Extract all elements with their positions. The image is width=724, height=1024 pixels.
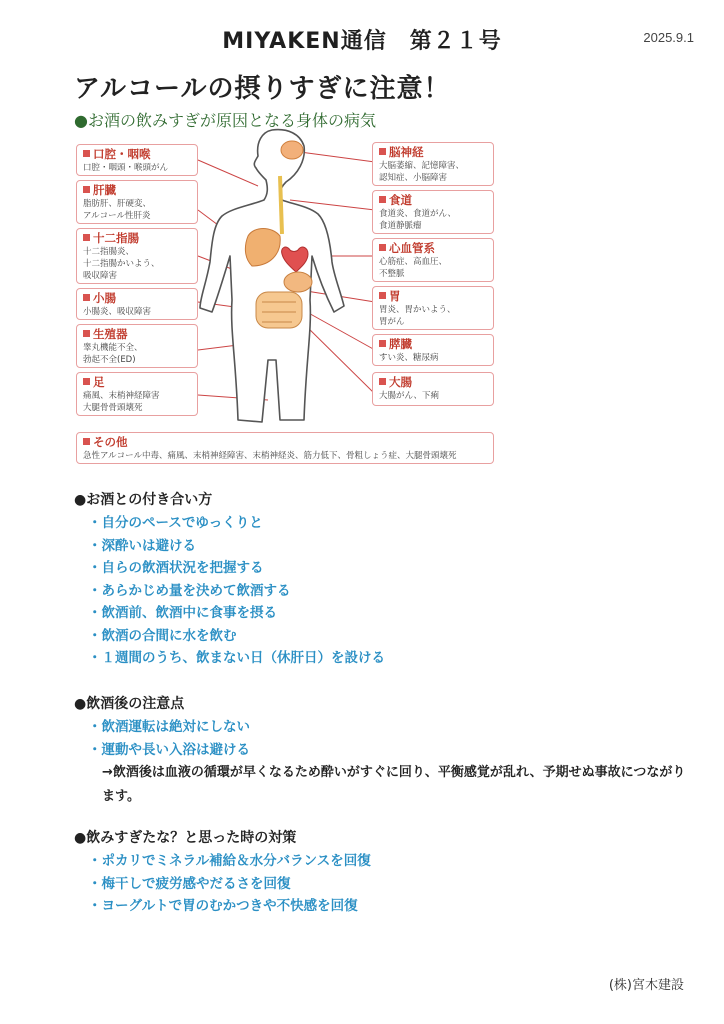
disease-box-cardiovascular: 心血管系 心筋症、高血圧、 不整脈 (372, 238, 494, 282)
tips-list (74, 512, 694, 670)
bullet-square-icon (83, 150, 90, 157)
disease-box-legs: 足 痛風、末梢神経障害 大腿骨骨頭壊死 (76, 372, 198, 416)
after-drinking-section (74, 694, 694, 809)
diagram-subtitle: ●お酒の飲みすぎが原因となる身体の病気 (74, 111, 376, 130)
bullet-square-icon (83, 186, 90, 193)
disease-box-mouth-throat: 口腔・咽喉 口腔・咽頭・喉頭がん (76, 144, 198, 176)
bullet-square-icon (379, 378, 386, 385)
page-title: アルコールの摂りすぎに注意！ (74, 74, 451, 104)
disease-box-duodenum: 十二指腸 十二指腸炎、 十二指腸かいよう、 吸収障害 (76, 228, 198, 284)
bullet-square-icon (379, 196, 386, 203)
bullet-square-icon (379, 148, 386, 155)
company-name: (株)宮木建設 (608, 978, 684, 993)
bullet-square-icon (379, 244, 386, 251)
cautions-list (74, 716, 694, 761)
bullet-square-icon (83, 330, 90, 337)
list-item: ・飲酒運転は絶対にしない (88, 719, 250, 735)
list-item: ・梅干しで疲労感やだるさを回復 (88, 875, 291, 892)
disease-box-large-intestine: 大腸 大腸がん、下痢 (372, 372, 494, 406)
list-item: ・ポカリでミネラル補給＆水分バランスを回復 (88, 853, 371, 869)
remedies-section (74, 828, 694, 918)
section-heading: ●飲みすぎたな？と思った時の対策 (74, 830, 297, 846)
list-item: ・ヨーグルトで胃のむかつきや不快感を回復 (88, 898, 358, 914)
bullet-square-icon (379, 292, 386, 299)
drinking-habits-section (74, 490, 694, 670)
bullet-square-icon (83, 294, 90, 301)
disease-box-liver: 肝臓 脂肪肝、肝硬変、 アルコール性肝炎 (76, 180, 198, 224)
disease-box-other: その他 急性アルコール中毒、痛風、末梢神経障害、末梢神経炎、筋力低下、骨粗しょう症、大腿骨頭壊死 (76, 432, 494, 464)
list-item: ・あらかじめ量を決めて飲酒する (88, 582, 291, 599)
issue-date: 2025.9.1 (643, 30, 694, 45)
newsletter-title: MIYAKEN通信 第２１号 (222, 29, 502, 54)
caution-note: →飲酒後は血液の循環が早くなるため酔いがすぐに回り、平衡感覚が乱れ、予期せぬ事故につながります。 (102, 765, 686, 804)
list-item: ・飲酒前、飲酒中に食事を摂る (88, 605, 277, 621)
bullet-square-icon (83, 378, 90, 385)
list-item: ・自らの飲酒状況を把握する (88, 560, 264, 576)
section-heading: ●飲酒後の注意点 (74, 696, 185, 712)
list-item: ・自分のペースでゆっくりと (88, 515, 263, 531)
list-item: ・深酔いは避ける (88, 537, 196, 554)
section-heading: ●お酒との付き合い方 (74, 492, 213, 508)
disease-box-brain-nerves: 脳神経 大脳萎縮、記憶障害、 認知症、小脳障害 (372, 142, 494, 186)
disease-box-pancreas: 膵臓 すい炎、糖尿病 (372, 334, 494, 366)
disease-box-stomach: 胃 胃炎、胃かいよう、 胃がん (372, 286, 494, 330)
bullet-square-icon (83, 234, 90, 241)
bullet-square-icon (379, 340, 386, 347)
list-item: ・飲酒の合間に水を飲む (88, 627, 237, 644)
disease-box-esophagus: 食道 食道炎、食道がん、 食道静脈瘤 (372, 190, 494, 234)
list-item: ・１週間のうち、飲まない日（休肝日）を設ける (88, 650, 385, 666)
list-item: ・運動や長い入浴は避ける (88, 741, 250, 758)
disease-box-small-intestine: 小腸 小腸炎、吸収障害 (76, 288, 198, 320)
disease-box-reproductive: 生殖器 睾丸機能不全、 勃起不全(ED) (76, 324, 198, 368)
bullet-square-icon (83, 438, 90, 445)
remedies-list (74, 850, 694, 918)
